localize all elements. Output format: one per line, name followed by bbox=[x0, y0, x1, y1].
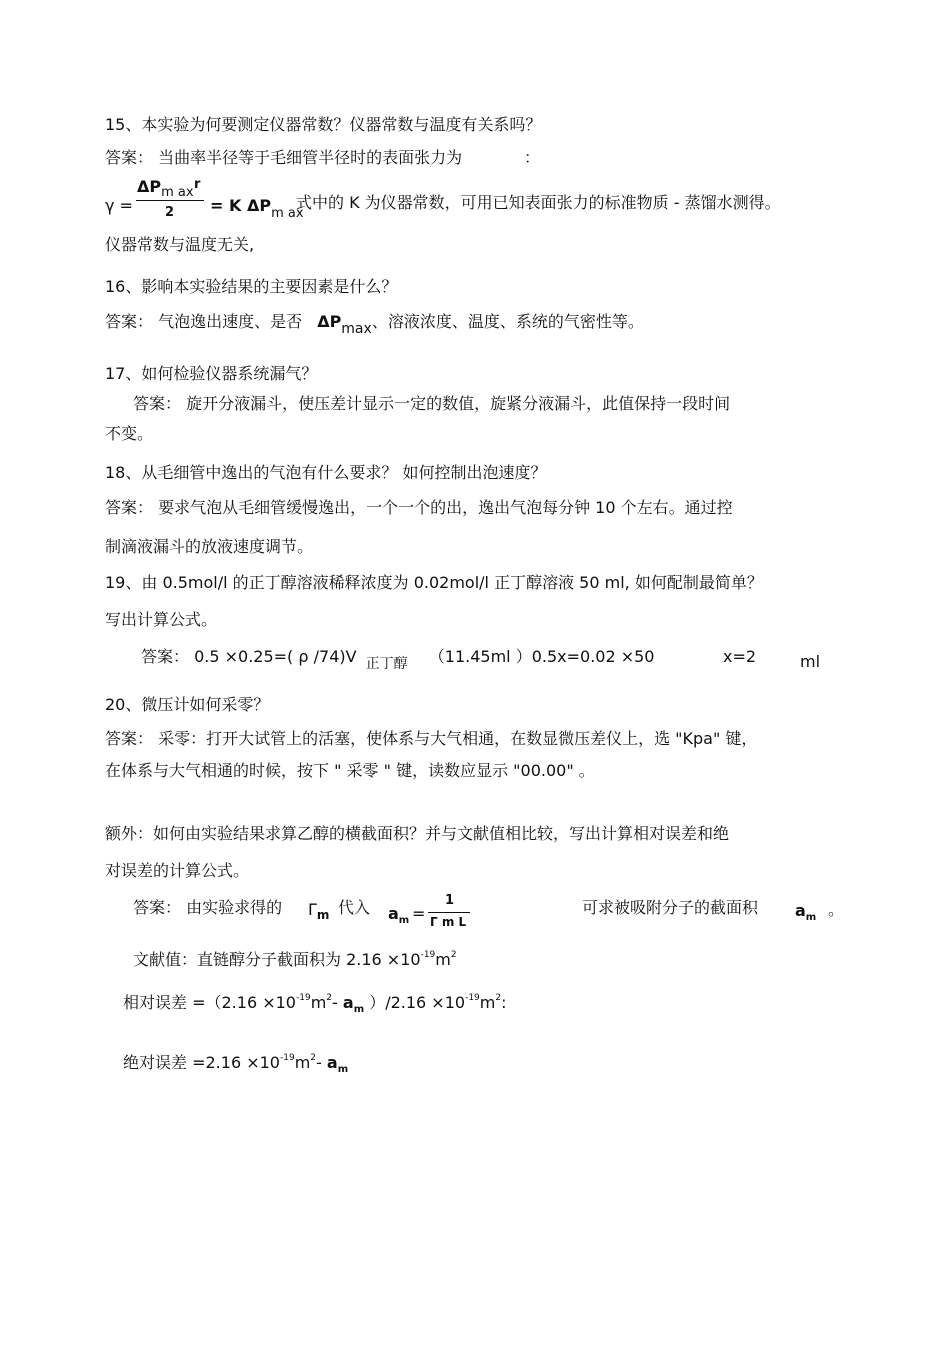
q18-question: 18、从毛细管中逸出的气泡有什么要求？ 如何控制出泡速度？ bbox=[105, 463, 547, 482]
q15-conclusion: 仪器常数与温度无关, bbox=[105, 235, 255, 254]
fraction-bar bbox=[136, 200, 204, 201]
q20-answer-line2: 在体系与大气相通的时候，按下 " 采零 " 键，读数应显示 "00.00" 。 bbox=[105, 761, 595, 780]
q15-colon: ： bbox=[524, 148, 541, 167]
q20-question: 20、微压计如何采零？ bbox=[105, 695, 270, 714]
q18-answer-line1: 答案： 要求气泡从毛细管缓慢逸出，一个一个的出，逸出气泡每分钟 10 个左右。通过控 bbox=[105, 498, 733, 517]
absolute-error-formula: 绝对误差 $=2.16 \times 10^{-19}m^2-$ $a_m$ bbox=[123, 1053, 349, 1075]
q17-answer-line1: 答案： 旋开分液漏斗，使压差计显示一定的数值，旋紧分液漏斗，此值保持一段时间 bbox=[133, 394, 731, 413]
q17-question: 17、如何检验仪器系统漏气？ bbox=[105, 364, 318, 383]
q17-answer-line2: 不变。 bbox=[105, 424, 154, 443]
area-fraction-denominator: Γ m L bbox=[430, 915, 467, 929]
delta-p-symbol: ΔP bbox=[317, 312, 342, 331]
extra-answer-lead: 答案： 由实验求得的 bbox=[133, 898, 283, 917]
gamma-m-symbol: $\Gamma_m$ bbox=[308, 900, 330, 922]
q20-answer-line1: 答案： 采零：打开大试管上的活塞，使体系与大气相通，在数显微压差仪上，选 "Kpa" 键， bbox=[105, 729, 758, 748]
formula-text: 式中的 K 为仪器常数，可用已知表面张力的标准物质 - 蒸馏水测得。 bbox=[296, 193, 781, 212]
q15-answer-lead: 答案： 当曲率半径等于毛细管半径时的表面张力为 bbox=[105, 148, 463, 167]
q18-answer-line2: 制滴液漏斗的放液速度调节。 bbox=[105, 537, 314, 556]
area-fraction-numerator: 1 bbox=[445, 893, 455, 908]
literature-value: 文献值：直链醇分子截面积为 $2.16 \times 10^{-19}m^2$ bbox=[133, 950, 457, 969]
q16-answer: 答案： 气泡逸出速度、是否 ΔPmax、溶液浓度、温度、系统的气密性等。 bbox=[105, 312, 644, 337]
q15-question: 15、本实验为何要测定仪器常数？仪器常数与温度有关系吗？ bbox=[105, 115, 542, 134]
relative-error-formula: 相对误差 $=(2.16 \times 10^{-19}m^2-$ $a_m$ ）$/2.16 \times 10^{-19}m^2$: bbox=[123, 993, 507, 1015]
formula-numerator-r: r bbox=[194, 177, 201, 192]
q19-answer: 答案： 0.5 ×0.25=( ρ /74)V 正丁醇 （11.45ml ）0.5x=0.02 ×50 bbox=[141, 647, 655, 672]
a-m-equals: = bbox=[412, 904, 426, 923]
area-fraction-bar bbox=[428, 912, 470, 913]
formula-denominator: 2 bbox=[165, 205, 175, 220]
gamma-symbol: γ = bbox=[105, 196, 133, 215]
q19-question-line1: 19、由 0.5mol/l 的正丁醇溶液稀释浓度为 0.02mol/l 正丁醇溶液 50 ml, 如何配制最简单？ bbox=[105, 573, 763, 592]
q19-question-line2: 写出计算公式。 bbox=[105, 610, 218, 629]
extra-answer-tail: 可求被吸附分子的截面积 bbox=[582, 898, 759, 917]
formula-numerator: $\Delta P_{m ax}$ bbox=[137, 177, 194, 200]
substitute-word: 代入 bbox=[338, 898, 371, 917]
a-m-symbol: $a_m$ bbox=[388, 904, 410, 926]
q16-question: 16、影响本实验结果的主要因素是什么？ bbox=[105, 277, 398, 296]
extra-question-line2: 对误差的计算公式。 bbox=[105, 861, 250, 880]
q19-answer-ml: ml bbox=[800, 652, 821, 671]
extra-period: 。 bbox=[828, 900, 845, 919]
formula-rhs: = K $\Delta P_{m ax}$ bbox=[210, 196, 304, 221]
extra-question-line1: 额外：如何由实验结果求算乙醇的横截面积？并与文献值相比较，写出计算相对误差和绝 bbox=[105, 824, 730, 843]
q19-answer-x: x=2 bbox=[723, 647, 757, 666]
a-m-result: $a_m$ bbox=[795, 901, 817, 923]
